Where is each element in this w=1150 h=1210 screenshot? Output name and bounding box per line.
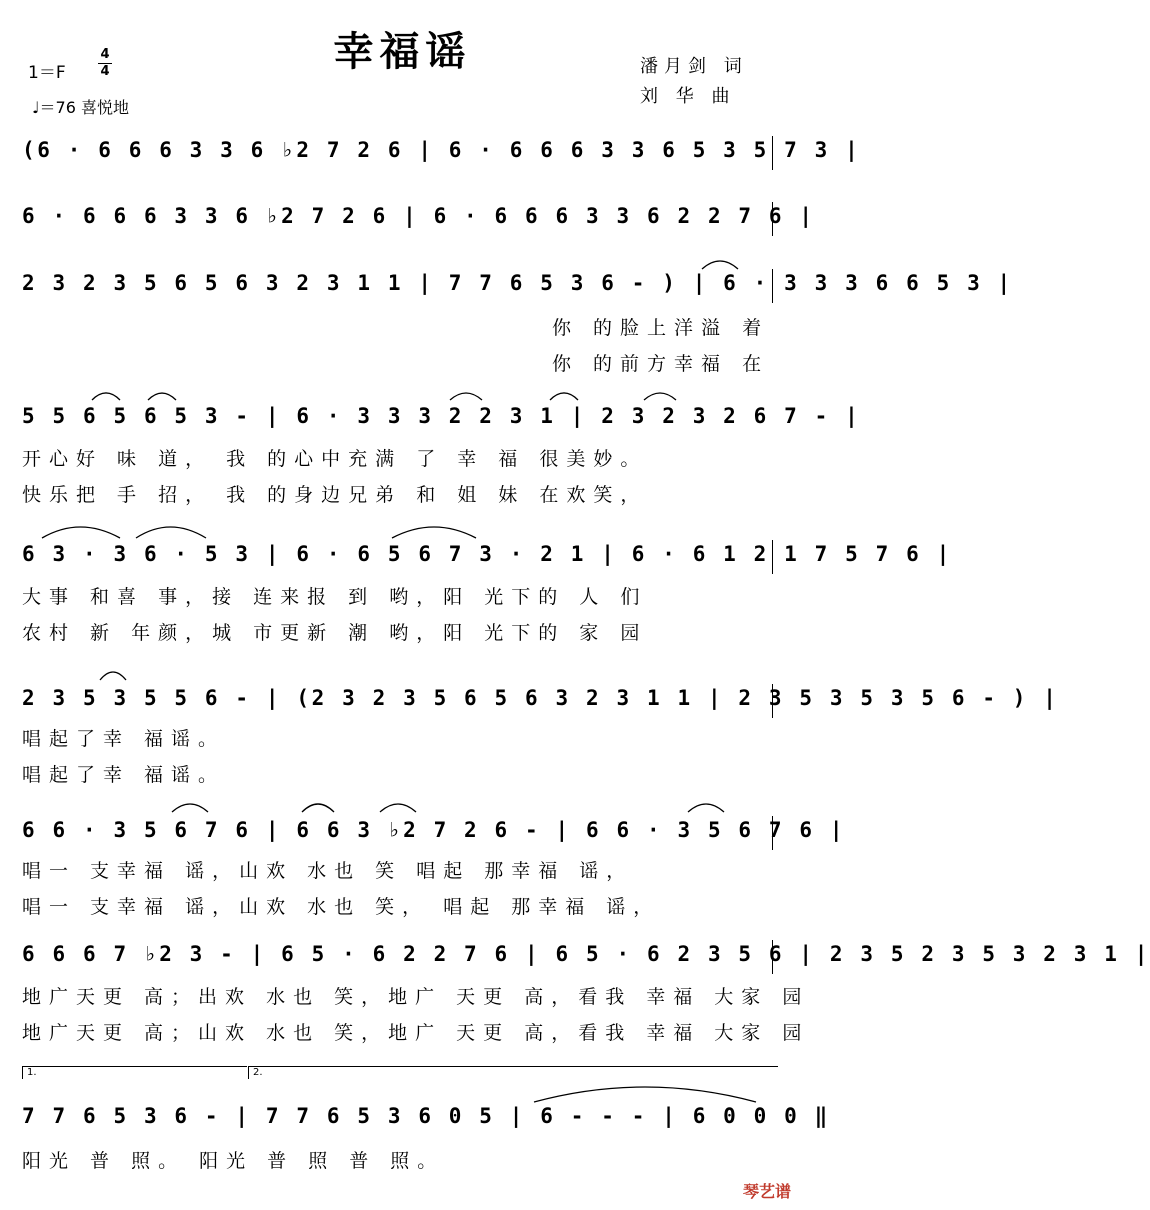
slur-arc (700, 257, 740, 271)
lyrics-verse-2: 农村 新 年颜，城 市更新 潮 哟，阳 光下的 家 园 (22, 622, 648, 644)
slur-arc (90, 386, 180, 402)
slur-arc (686, 796, 726, 814)
lyrics-verse-1: 地广天更 高；出欢 水也 笑，地广 天更 高，看我 幸福 大家 园 (22, 986, 810, 1008)
notes-line: 6 · 6 6 6 3 3 6 ♭2 7 2 6 | 6 · 6 6 6 3 3 6 2 2 7 6 | (22, 204, 815, 228)
notes-line: 7 7 6 5 3 6 - | 7 7 6 5 3 6 0 5 | 6 - - - | 6 0 0 0 ‖ (22, 1104, 830, 1128)
lyrics-verse-1: 唱一 支幸福 谣，山欢 水也 笑 唱起 那幸福 谣， (22, 860, 634, 882)
slur-arc (548, 386, 678, 402)
time-signature (98, 48, 112, 79)
lyrics-verse-1: 阳光 普 照。 阳光 普 照 普 照。 (22, 1150, 445, 1172)
tie-arc (530, 1078, 760, 1104)
credits (640, 52, 748, 112)
lyrics-verse-1: 唱起了幸 福谣。 (22, 728, 226, 750)
time-signature-top: 4 (100, 47, 110, 62)
notes-line: 6 6 · 3 5 6 7 6 | 6 6 3 ♭2 7 2 6 - | 6 6 · 3 5 6 7 6 | (22, 818, 846, 842)
lyrics-verse-1: 开心好 味 道， 我 的心中充满 了 幸 福 很美妙。 (22, 448, 648, 470)
lyrics-verse-2: 快乐把 手 招， 我 的身边兄弟 和 姐 妹 在欢笑， (22, 484, 648, 506)
composer: 刘 华 曲 (640, 86, 736, 107)
time-signature-bottom: 4 (100, 64, 110, 79)
volta-second: 2. (248, 1066, 778, 1079)
volta-first: 1. (22, 1066, 247, 1079)
tempo-marking: ♩＝76 喜悦地 (32, 98, 129, 117)
notes-line: 2 3 2 3 5 6 5 6 3 2 3 1 1 | 7 7 6 5 3 6 - ) | 6 · 3 3 3 6 6 5 3 | (22, 271, 1013, 295)
song-title: 幸福谣 (333, 28, 472, 75)
slur-arc (390, 520, 480, 540)
lyricist: 潘月剑 词 (640, 56, 748, 77)
lyrics-verse-2: 唱一 支幸福 谣，山欢 水也 笑， 唱起 那幸福 谣， (22, 896, 661, 918)
watermark-logo: 琴艺谱 (742, 1182, 791, 1201)
notes-line: 6 6 6 7 ♭2 3 - | 6 5 · 6 2 2 7 6 | 6 5 · 6 2 3 5 6 | 2 3 5 2 3 5 3 2 3 1 | (22, 942, 1150, 966)
lyrics-verse-1: 你 的脸上洋溢 着 (552, 317, 770, 339)
lyrics-verse-2: 地广天更 高；山欢 水也 笑，地广 天更 高，看我 幸福 大家 园 (22, 1022, 810, 1044)
lyrics-verse-1: 大事 和喜 事，接 连来报 到 哟，阳 光下的 人 们 (22, 586, 648, 608)
slur-arc (448, 386, 484, 402)
notes-line: 6 3 · 3 6 · 5 3 | 6 · 6 5 6 7 3 · 2 1 | 6 · 6 1 2 1 7 5 7 6 | (22, 542, 952, 566)
lyrics-verse-2: 你 的前方幸福 在 (552, 353, 770, 375)
notes-line: (6 · 6 6 6 3 3 6 ♭2 7 2 6 | 6 · 6 6 6 3 3 6 5 3 5 7 3 | (22, 138, 861, 162)
slur-arc (300, 796, 420, 814)
key-signature: 1＝F (28, 63, 66, 83)
notes-line: 2 3 5 3 5 5 6 - | (2 3 2 3 5 6 5 6 3 2 3 1 1 | 2 3 5 3 5 3 5 6 - ) | (22, 686, 1059, 710)
slur-arc (98, 664, 128, 682)
slur-arc (170, 796, 210, 814)
slur-arc (40, 520, 210, 540)
notes-line: 5 5 6 5 6 5 3 - | 6 · 3 3 3 2 2 3 1 | 2 3 2 3 2 6 7 - | (22, 404, 861, 428)
lyrics-verse-2: 唱起了幸 福谣。 (22, 764, 226, 786)
